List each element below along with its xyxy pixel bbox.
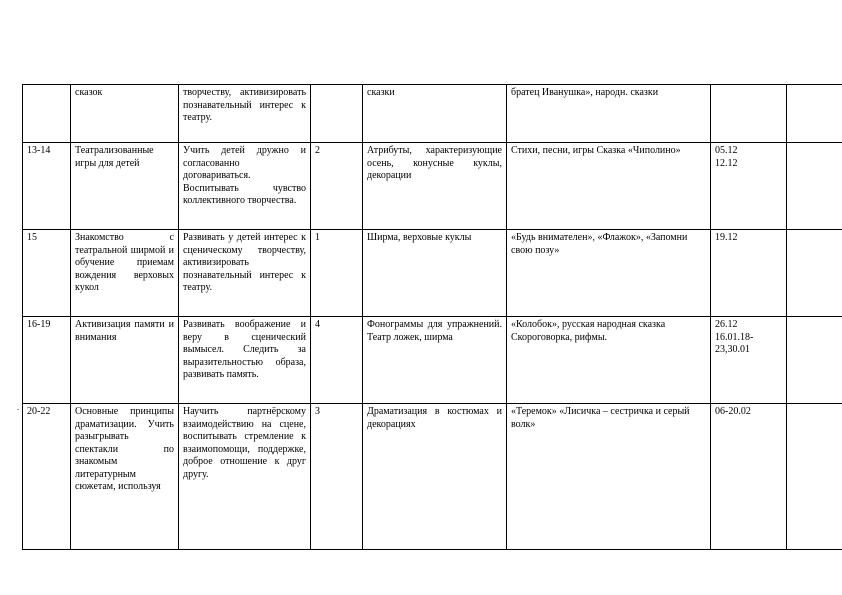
row-materials: Атрибуты, характеризующие осень, конусные куклы, декорации [363, 143, 507, 230]
row-date: 19.12 [715, 232, 738, 243]
table-row [23, 85, 842, 143]
row-hours: 2 [311, 143, 363, 230]
row-repertoire: «Теремок» «Лисичка – сестричка и серый волк» [507, 404, 711, 550]
row-dates [711, 85, 787, 143]
row-date: 06-20.02 [715, 406, 751, 417]
row-goals: Развивать воображение и веру в сценический вымысел. Следить за выразительностью образа, развивать память. [179, 317, 311, 404]
row-topic: Активизация памяти и внимания [71, 317, 179, 404]
row-extra [787, 230, 842, 317]
row-repertoire: Стихи, песни, игры Сказка «Чиполино» [507, 143, 711, 230]
table-row [23, 404, 842, 550]
row-dates [711, 317, 787, 404]
row-goals: Учить детей дружно и согласованно договариваться. Воспитывать чувство коллективного творчества. [179, 143, 311, 230]
row-extra [787, 85, 842, 143]
row-number: 20-22 [23, 404, 71, 550]
row-repertoire: «Будь внимателен», «Флажок», «Запомни свою позу» [507, 230, 711, 317]
row-number [23, 85, 71, 143]
table-row [23, 143, 842, 230]
row-topic: сказок [71, 85, 179, 143]
row-materials: Ширма, верховые куклы [363, 230, 507, 317]
table-row [23, 230, 842, 317]
row-hours [311, 85, 363, 143]
lesson-plan-table [22, 84, 842, 550]
row-extra [787, 317, 842, 404]
row-date: 26.12 [715, 319, 738, 330]
row-dates [711, 230, 787, 317]
row-extra [787, 404, 842, 550]
row-number: 16-19 [23, 317, 71, 404]
row-date: 23,30.01 [715, 344, 750, 355]
row-number: 15 [23, 230, 71, 317]
row-goals: Развивать у детей интерес к сценическому творчеству, активизировать познавательный интерес к театру. [179, 230, 311, 317]
row-materials: Фонограммы для упражнений. Театр ложек, ширма [363, 317, 507, 404]
row-repertoire: «Колобок», русская народная сказка Скороговорка, рифмы. [507, 317, 711, 404]
row-extra [787, 143, 842, 230]
row-topic: Знакомство с театральной ширмой и обучение приемам вождения верховых кукол [71, 230, 179, 317]
row-materials: сказки [363, 85, 507, 143]
row-date: 12.12 [715, 157, 738, 169]
row-date: 16.01.18- [715, 331, 754, 343]
row-number: 13-14 [23, 143, 71, 230]
row-hours: 4 [311, 317, 363, 404]
row-topic: Основные принципы драматизации. Учить разыгрывать спектакли по знакомым литературным сюжетам, используя [71, 404, 179, 550]
margin-mark: . [17, 403, 19, 412]
row-repertoire: братец Иванушка», народн. сказки [507, 85, 711, 143]
table-row [23, 317, 842, 404]
row-hours: 1 [311, 230, 363, 317]
row-materials: Драматизация в костюмах и декорациях [363, 404, 507, 550]
row-date: 05.12 [715, 145, 738, 156]
row-goals: творчеству, активизировать познавательный интерес к театру. [179, 85, 311, 143]
row-hours: 3 [311, 404, 363, 550]
row-topic: Театрализованные игры для детей [71, 143, 179, 230]
row-goals: Научить партнёрскому взаимодействию на сцене, воспитывать стремление к взаимопомощи, поддержке, доброе отношение к друг другу. [179, 404, 311, 550]
row-dates [711, 143, 787, 230]
row-dates [711, 404, 787, 550]
